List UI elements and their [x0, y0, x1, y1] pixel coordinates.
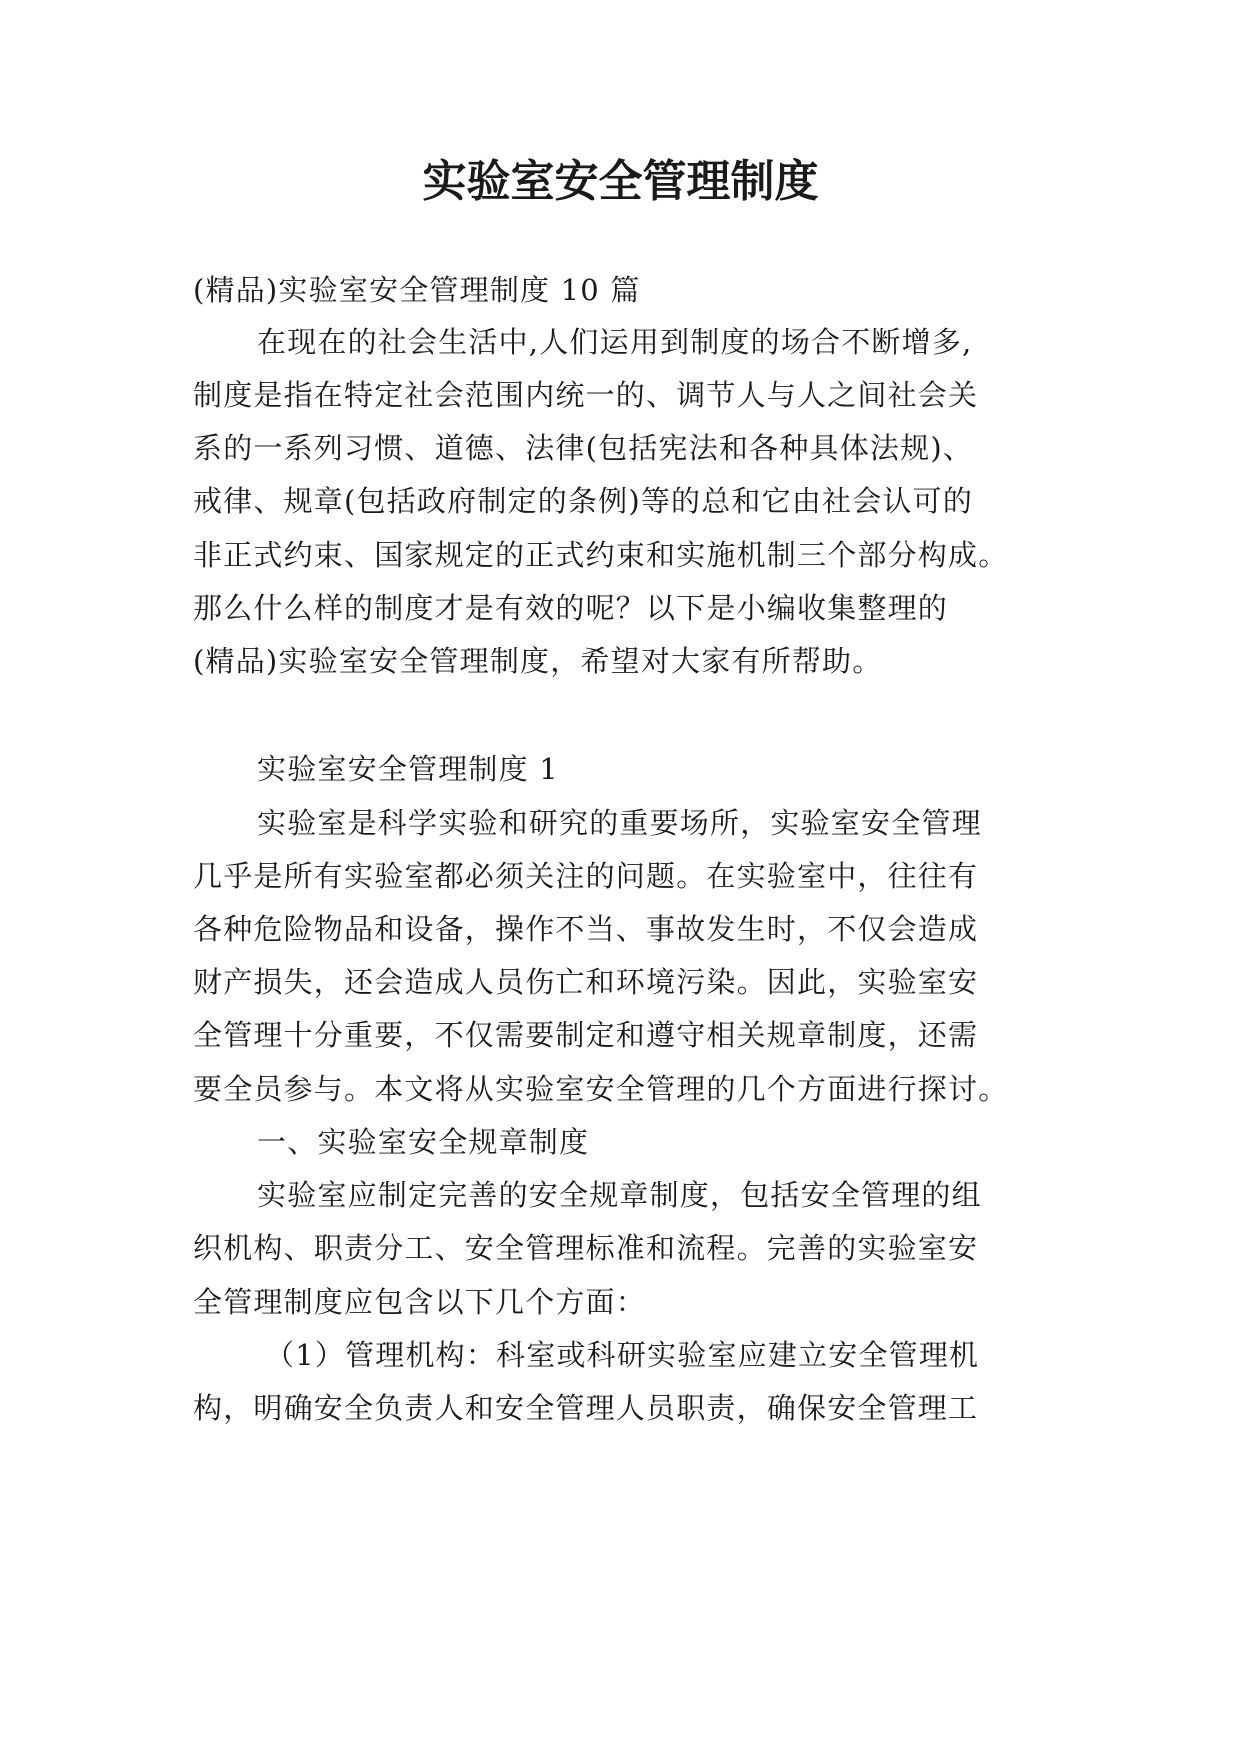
body-paragraph-line: 全管理制度应包含以下几个方面： [193, 1285, 647, 1319]
body-paragraph-line: 要全员参与。本文将从实验室安全管理的几个方面进行探讨。 [193, 1072, 1009, 1106]
body-paragraph-line: 实验室是科学实验和研究的重要场所，实验室安全管理 [257, 806, 982, 840]
subtitle-line: (精品)实验室安全管理制度 10 篇 [193, 273, 641, 307]
intro-paragraph-line: 非正式约束、国家规定的正式约束和实施机制三个部分构成。 [193, 538, 1009, 572]
list-item-line: （1）管理机构：科室或科研实验室应建立安全管理机 [265, 1338, 980, 1372]
intro-paragraph-line: (精品)实验室安全管理制度，希望对大家有所帮助。 [193, 644, 883, 678]
subsection-heading: 一、实验室安全规章制度 [257, 1125, 590, 1159]
list-item-line: 构，明确安全负责人和安全管理人员职责，确保安全管理工 [193, 1391, 979, 1425]
body-paragraph-line: 各种危险物品和设备，操作不当、事故发生时，不仅会造成 [193, 912, 979, 946]
body-paragraph-line: 几乎是所有实验室都必须关注的问题。在实验室中，往往有 [193, 859, 979, 893]
body-paragraph-line: 实验室应制定完善的安全规章制度，包括安全管理的组 [257, 1178, 982, 1212]
intro-paragraph-line: 在现在的社会生活中,人们运用到制度的场合不断增多, [257, 325, 973, 359]
intro-paragraph-line: 戒律、规章(包括政府制定的条例)等的总和它由社会认可的 [193, 484, 974, 518]
intro-paragraph-line: 制度是指在特定社会范围内统一的、调节人与人之间社会关 [193, 378, 979, 412]
intro-paragraph-line: 那么什么样的制度才是有效的呢？以下是小编收集整理的 [193, 591, 949, 625]
body-paragraph-line: 织机构、职责分工、安全管理标准和流程。完善的实验室安 [193, 1231, 979, 1265]
body-paragraph-line: 全管理十分重要，不仅需要制定和遵守相关规章制度，还需 [193, 1018, 979, 1052]
document-title: 实验室安全管理制度 [422, 156, 819, 207]
body-paragraph-line: 财产损失，还会造成人员伤亡和环境污染。因此，实验室安 [193, 965, 979, 999]
intro-paragraph-line: 系的一系列习惯、道德、法律(包括宪法和各种具体法规)、 [193, 431, 974, 465]
section-heading: 实验室安全管理制度 1 [257, 752, 559, 786]
